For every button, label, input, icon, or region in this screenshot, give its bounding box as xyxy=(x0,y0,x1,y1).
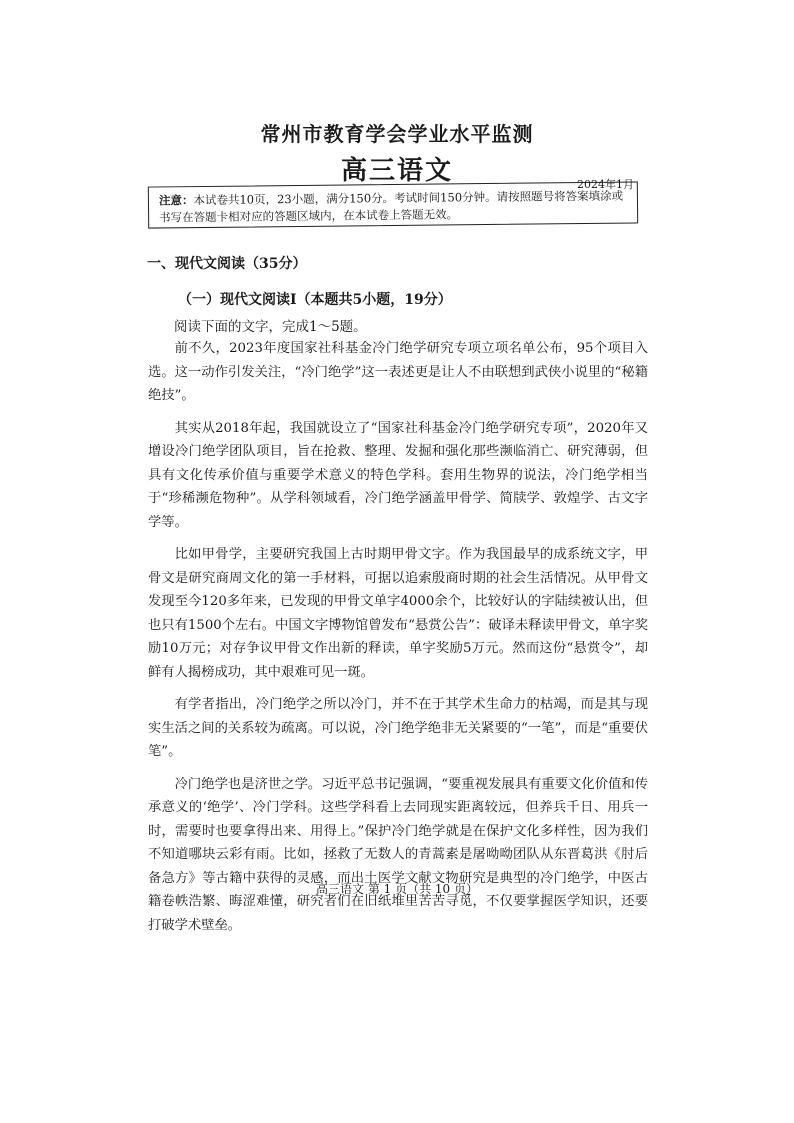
notice-label: 注意： xyxy=(158,193,194,208)
section-title: 一、现代文阅读（35分） xyxy=(147,256,307,272)
page-footer: 高三语文 第 1 页（共 10 页） xyxy=(316,882,478,896)
passage-paragraph: 有学者指出，冷门绝学之所以冷门，并不在于其学术生命力的枯竭，而是其与现实生活之间的关系较为疏离。可以说，冷门绝学绝非无关紧要的“一笔”，而是“重要伏笔”。 xyxy=(148,697,648,759)
exam-date: 2024年1月 xyxy=(577,178,634,191)
organization-title: 常州市教育学会学业水平监测 xyxy=(260,122,534,146)
notice-box xyxy=(148,181,638,228)
passage-paragraph: 冷门绝学也是济世之学。习近平总书记强调，“要重视发展具有重要文化价值和传承意义的‘绝学’、冷门学科。这些学科看上去同现实距离较远，但养兵千日、用兵一时，需要时也要拿得出来、用得上。”保护冷门绝学就是在保护文化多样性，因为我们不知道哪块云彩有雨。比如，拯救了无数人的青蒿素是屠呦呦团队从东晋葛洪《肘后备急方》等古籍中获得的灵感，而出土医学文献文物研究是典型的冷门绝学，中医古籍卷帙浩繁、晦涩难懂，研究者们在旧纸堆里苦苦寻觅，不仅要掌握医学知识，还要打破学术壁垒。 xyxy=(148,776,648,933)
reading-passage xyxy=(148,337,648,946)
passage-paragraph: 比如甲骨学，主要研究我国上古时期甲骨文字。作为我国最早的成系统文字，甲骨文是研究商周文化的第一手材料，可据以追索殷商时期的社会生活情况。从甲骨文发现至今120多年来，已发现的甲骨文单字4000余个，比较好认的字陆续被认出，但也只有1500个左右。中国文字博物馆曾发布“悬赏公告”：破译未释读甲骨文，单字奖励10万元；对存争议甲骨文作出新的释读，单字奖励5万元。然而这份“悬赏令”，却鲜有人揭榜成功，其中艰难可见一斑。 xyxy=(148,547,648,680)
reading-instruction: 阅读下面的文字，完成1～5题。 xyxy=(174,319,367,335)
passage-paragraph: 前不久，2023年度国家社科基金冷门绝学研究专项立项名单公布，95个项目入选。这一动作引发关注，“冷门绝学”这一表述更是让人不由联想到武侠小说里的“秘籍绝技”。 xyxy=(148,341,648,403)
subsection-title: （一）现代文阅读Ⅰ（本题共5小题，19分） xyxy=(178,292,452,308)
notice-text: 本试卷共10页，23小题，满分150分。考试时间150分钟。请按照题号将答案填涂或书写在答题卡相对应的答题区域内，在本试卷上答题无效。 xyxy=(159,188,624,225)
subject-title: 高三语文 xyxy=(340,156,453,186)
passage-paragraph: 其实从2018年起，我国就设立了“国家社科基金冷门绝学研究专项”，2020年又增设冷门绝学团队项目，旨在抢救、整理、发掘和强化那些濒临消亡、研究薄弱，但具有文化传承价值与重要学术意义的特色学科。套用生物界的说法，冷门绝学相当于“珍稀濒危物种”。从学科领域看，冷门绝学涵盖甲骨学、简牍学、敦煌学、古文字学等。 xyxy=(148,420,648,530)
